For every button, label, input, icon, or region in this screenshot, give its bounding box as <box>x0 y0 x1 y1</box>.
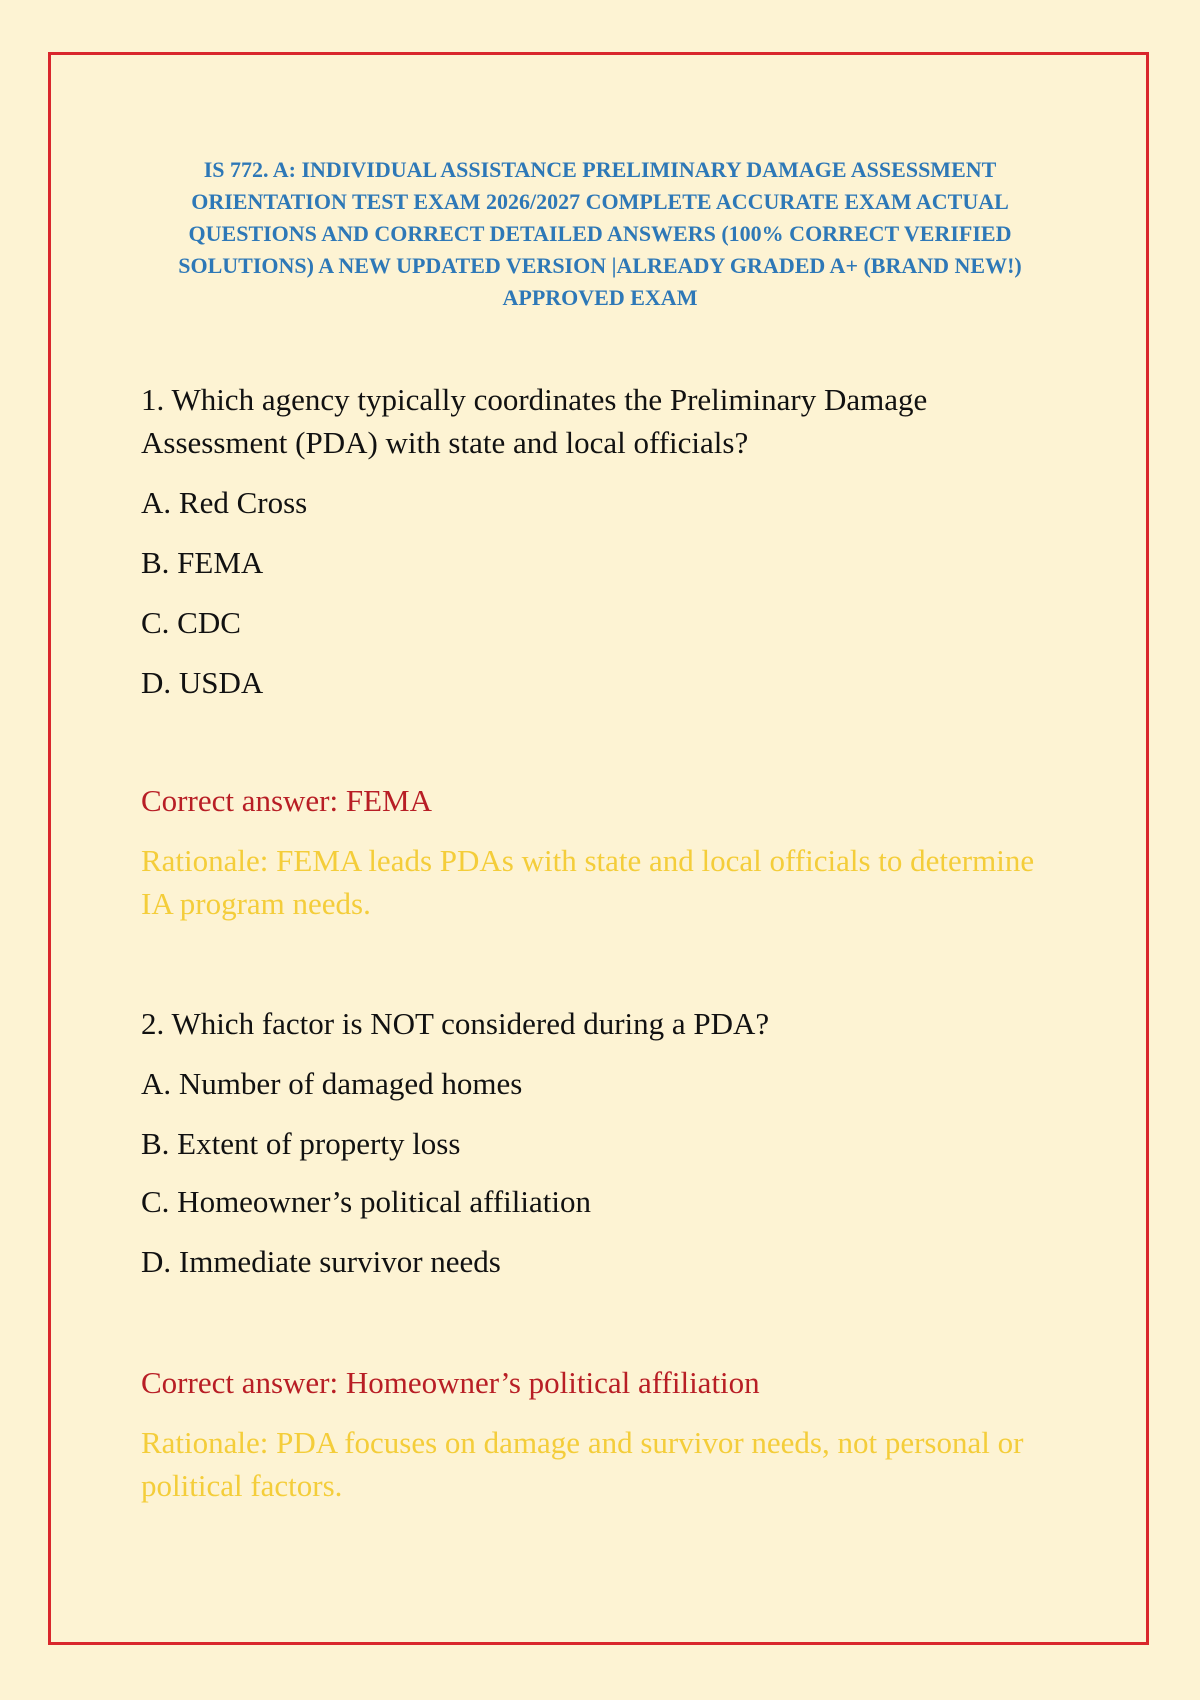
question-2-prompt: 2. Which factor is NOT considered during a PDA? <box>141 1006 770 1041</box>
question-2-option-b: B. Extent of property loss <box>141 1126 461 1161</box>
question-2-correct-answer: Correct answer: Homeowner’s political affiliation <box>141 1365 760 1400</box>
question-1-option-d: D. USDA <box>141 665 264 700</box>
question-1-option-b: B. FEMA <box>141 545 264 580</box>
document-title: IS 772. A: INDIVIDUAL ASSISTANCE PRELIMINARY DAMAGE ASSESSMENT ORIENTATION TEST EXAM 2026/2027 COMPLETE ACCURATE EXAM ACTUAL QUESTIONS AND CORRECT DETAILED ANSWERS (100% CORRECT VERIFIED SOLUTIONS) A NEW UPDATED VERSION |ALREADY GRADED A+ (BRAND NEW!) APPROVED EXAM <box>178 157 1022 310</box>
question-1-correct-answer: Correct answer: FEMA <box>141 783 432 818</box>
question-1-prompt: 1. Which agency typically coordinates the Preliminary Damage Assessment (PDA) with state and local officials? <box>141 382 928 460</box>
question-2-rationale: Rationale: PDA focuses on damage and survivor needs, not personal or political factors. <box>141 1425 1024 1503</box>
question-1-option-c: C. CDC <box>141 605 241 640</box>
question-2-option-c: C. Homeowner’s political affiliation <box>141 1184 591 1219</box>
question-1-option-a: A. Red Cross <box>141 485 308 520</box>
question-2-option-d: D. Immediate survivor needs <box>141 1244 501 1279</box>
question-1-rationale: Rationale: FEMA leads PDAs with state and local officials to determine IA program needs. <box>141 843 1035 921</box>
question-2-option-a: A. Number of damaged homes <box>141 1066 523 1101</box>
